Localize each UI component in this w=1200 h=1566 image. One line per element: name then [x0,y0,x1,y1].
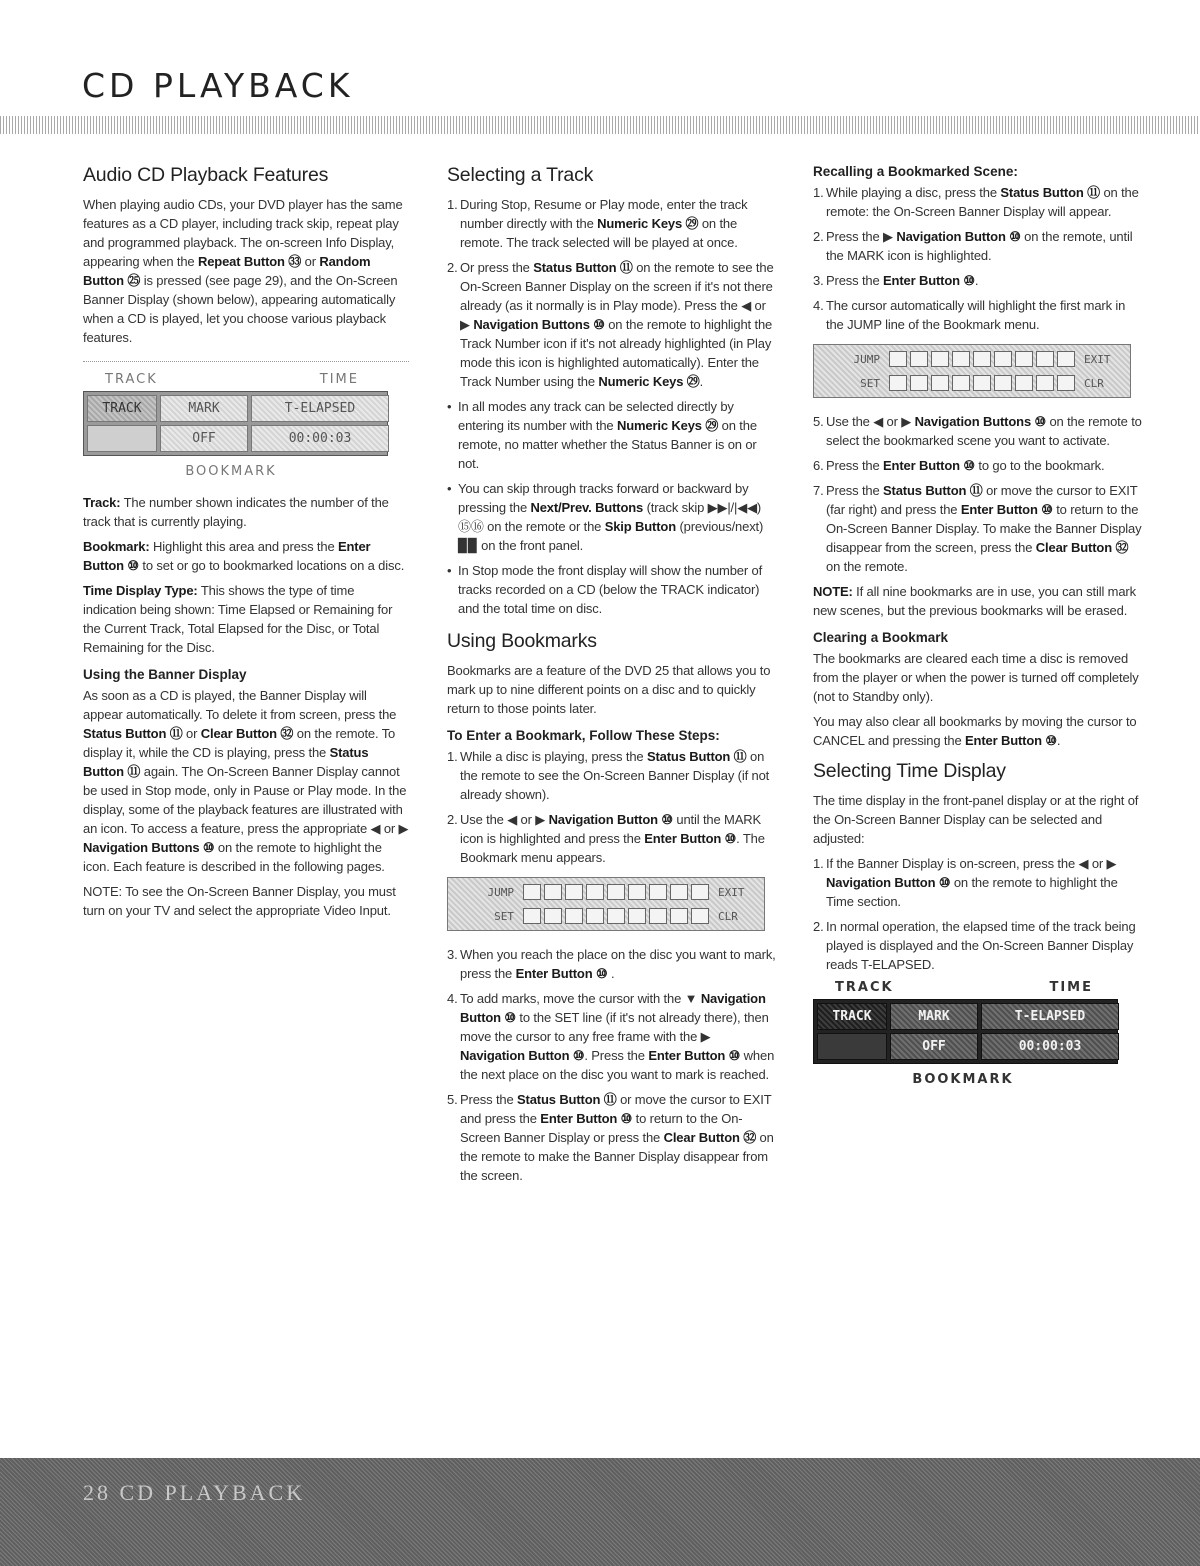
recall-steps-a [813,183,1143,334]
list-item-text-run: . Press the [584,1048,649,1063]
list-item [447,195,777,252]
list-item-text-run: . [974,273,979,288]
strip2-label-jump: JUMP [853,352,880,366]
banner-cell-time-type: T-ELAPSED [251,395,389,422]
divider [83,361,409,362]
list-item-number: 4. [813,298,824,313]
list-item [447,945,777,983]
list-item-text-run: on the remote. [826,559,908,574]
list-item-text-run: Navigation Button ⑩ [460,991,766,1025]
list-item [813,227,1143,265]
bullet-text-run: Next/Prev. Buttons [530,500,644,515]
title-rule [0,116,1200,134]
banner-paragraph-run: or [182,726,201,741]
bullet-item [447,479,777,555]
page-title: CD PLAYBACK [82,66,354,105]
list-item [447,1090,777,1185]
strip2-label-clr: CLR [1084,376,1104,390]
bookmark-definition-run: Enter Button ⑩ [83,539,371,573]
bookmark-definition-run: Bookmark: [83,539,150,554]
list-item-text-run: on the remote to highlight the Time section. [826,875,1118,909]
list-item-text-run: to the SET line (if it's not already there), then move the cursor to any free frame with the ▶ [460,1010,769,1044]
banner-cell-time-value: 00:00:03 [251,425,389,452]
list-item-text-run: While a disc is playing, press the [460,749,647,764]
banner-paragraph-run: on the remote to highlight the icon. Each feature is described in the following pages. [83,840,385,874]
list-item [813,412,1143,450]
list-item-text-run: If the Banner Display is on-screen, press the ◀ or ▶ [826,856,1117,871]
bullet-text-run: Numeric Keys ㉙ [616,418,719,433]
list-item-text-run: Enter Button ⑩ [883,273,975,288]
banner2-label-track: TRACK [835,980,894,995]
list-item-text-run: until the MARK icon is highlighted and press the [460,812,761,846]
note-paragraph: NOTE: To see the On-Screen Banner Display, you must turn on your TV and select the appropriate Video Input. [83,884,396,918]
strip-label-set: SET [494,909,514,923]
time-display-definition-run: Time Display Type: [83,583,198,598]
list-item-number: 2. [813,229,824,244]
list-item-text [460,989,777,1084]
list-item-text [460,945,777,983]
bullet-dot: • [447,563,452,578]
list-item-text-run: Press the [826,273,884,288]
bullet-text-run: (track skip ▶▶|/|◀◀) ⑮⑯ on the remote or the [458,500,762,534]
time-steps [813,854,1143,974]
heading-selecting-track: Selecting a Track [447,164,594,186]
bookmark-menu-figure-2 [813,344,1131,398]
intro-paragraph-run: Random Button ㉕ [83,254,371,288]
list-item-text [826,481,1143,576]
list-item-text-run: Enter Button ⑩ [644,831,737,846]
list-item-text-run: when the next place on the disc you want to mark is reached. [460,1048,775,1082]
bookmark-definition-run: Highlight this area and press the [149,539,338,554]
list-item-text-run: Status Button ⑪ [646,749,747,764]
list-item-text-run: Navigation Button ⑩ [896,229,1021,244]
list-item-text-run: During Stop, Resume or Play mode, enter the track number directly with the [460,197,748,231]
banner2-cell-time-type: T-ELAPSED [981,1003,1119,1030]
clear-text-1: The bookmarks are cleared each time a disc is removed from the player or when the power is turned off completely (not to Standby only). [813,651,1139,704]
list-item-text [460,195,777,252]
list-item-text-run: Navigation Button ⑩ [548,812,673,827]
list-item-text-run: Navigation Buttons ⑩ [473,317,605,332]
banner2-label-bookmark: BOOKMARK [912,1072,1014,1087]
bullet-text-run: In all modes any track can be selected directly by entering its number with the [458,399,734,433]
list-item-text-run: or move the cursor to EXIT and press the [460,1092,772,1126]
list-item-text-run: on the remote to highlight the Track Number icon if it's not already highlighted (in Play mode this icon is highlighted automatically). Enter the Track Number using the [460,317,773,389]
list-item-text-run: Press the ▶ [826,229,897,244]
bookmark-note-run: If all nine bookmarks are in use, you can still mark new scenes, but the previous bookmarks will be erased. [813,584,1136,618]
clear-text-2-run: . [1056,733,1061,748]
banner-display-figure-dark [813,980,1143,1087]
list-item-number: 2. [813,919,824,934]
banner-cell-mark: MARK [160,395,248,422]
list-item-text-run: Enter Button ⑩ [515,966,608,981]
list-item-text-run: to return to the On-Screen Banner Display or press the [460,1111,743,1145]
banner-label-bookmark: BOOKMARK [185,464,277,479]
column-left [83,164,409,926]
heading-clearing-bookmark: Clearing a Bookmark [813,630,949,645]
list-item-number: 6. [813,458,824,473]
bookmark-note [813,582,1143,620]
banner-cell-track: TRACK [87,395,157,422]
bookmark-note-run: NOTE: [813,584,853,599]
heading-recalling-bookmark: Recalling a Bookmarked Scene: [813,164,1018,179]
banner-label-track: TRACK [105,372,158,387]
column-middle [447,164,777,1191]
intro-paragraph [83,195,409,347]
list-item [447,747,777,804]
list-item-text [460,747,777,804]
enter-steps-b [447,945,777,1185]
list-item-text-run: on the remote to see the On-Screen Banner Display (if not already shown). [460,749,770,802]
bullet-text [458,479,777,555]
banner-paragraph [83,686,409,876]
heading-using-banner: Using the Banner Display [83,667,247,682]
list-item [813,183,1143,221]
list-item [813,271,1143,290]
track-steps [447,195,777,391]
list-item [813,854,1143,911]
banner2-cell-blank [817,1033,887,1060]
list-item-text-run: on the remote to make the Banner Display disappear from the screen. [460,1130,774,1183]
list-item-text-run: . [699,374,704,389]
list-item-text-run: or move the cursor to EXIT (far right) and press the [826,483,1138,517]
list-item-text [826,227,1143,265]
intro-paragraph-run: When playing audio CDs, your DVD player has the same features as a CD player, including track skip, repeat play and programmed playback. The on-screen Info Display, appearing when the [83,197,403,269]
clear-text-2-run: You may also clear all bookmarks by moving the cursor to CANCEL and pressing the [813,714,1137,748]
heading-using-bookmarks: Using Bookmarks [447,630,597,652]
list-item-text-run: Enter Button ⑩ [960,502,1053,517]
list-item-text-run: To add marks, move the cursor with the ▼ [460,991,701,1006]
list-item-number: 3. [447,947,458,962]
strip-label-clr: CLR [718,909,738,923]
list-item-text [460,258,777,391]
list-item-text-run: Navigation Button ⑩ [460,1048,585,1063]
footer-band [0,1458,1200,1566]
list-item-number: 2. [447,260,458,275]
heading-selecting-time: Selecting Time Display [813,760,1006,782]
list-item-number: 5. [447,1092,458,1107]
list-item-text-run: on the remote to see the On-Screen Banner Display on the screen if it's not there already (as it normally is in Play mode). Press the ◀ or ▶ [460,260,774,332]
heading-audio-cd-features: Audio CD Playback Features [83,164,329,186]
list-item-number: 7. [813,483,824,498]
list-item-text-run: Status Button ⑪ [1000,185,1100,200]
list-item-text-run: Press the [460,1092,518,1107]
bullet-dot: • [447,399,452,414]
bullet-text-run: (previous/next) ▉▉ on the front panel. [458,519,764,553]
banner-paragraph-run: again. The On-Screen Banner Display cannot be used in Stop mode, only in Pause or Play mode. In the display, some of the playback features are illustrated with an icon. To access a feature, press the appropriate ◀ or ▶ [83,764,409,836]
list-item-text-run: Use the ◀ or ▶ [460,812,549,827]
list-item [813,481,1143,576]
list-item [447,258,777,391]
list-item-text-run: Status Button ⑪ [883,483,983,498]
bullet-text-run: on the remote, no matter whether the Status Banner is on or not. [458,418,757,471]
list-item-text-run: Numeric Keys ㉙ [597,216,699,231]
list-item-number: 3. [813,273,824,288]
banner2-cell-mark: MARK [890,1003,978,1030]
intro-paragraph-run: or [301,254,320,269]
list-item-text [826,296,1143,334]
banner-paragraph-run: Clear Button ㉜ [200,726,294,741]
list-item-number: 4. [447,991,458,1006]
banner2-cell-track: TRACK [817,1003,887,1030]
list-item-text-run: on the remote to select the bookmarked scene you want to activate. [826,414,1142,448]
banner-paragraph-run: As soon as a CD is played, the Banner Display will appear automatically. To delete it from screen, press the [83,688,397,722]
bullet-item [447,397,777,473]
bullet-text [458,561,777,618]
list-item-text-run: on the remote: the On-Screen Banner Display will appear. [826,185,1139,219]
track-definition-run: The number shown indicates the number of the track that is currently playing. [83,495,389,529]
list-item [813,917,1143,974]
list-item-text-run: Clear Button ㉜ [1035,540,1129,555]
list-item-text-run: to go to the bookmark. [974,458,1105,473]
banner-paragraph-run: on the remote. To display it, while the CD is playing, press the [83,726,396,760]
time-display-definition-run: This shows the type of time indication being shown: Time Elapsed or Remaining for the Current Track, Total Elapsed for the Disc, or Total Remaining for the Disc. [83,583,393,655]
list-item-text-run: Navigation Button ⑩ [826,875,951,890]
bullet-text-run: You can skip through tracks forward or backward by pressing the [458,481,749,515]
banner-paragraph-run: Status Button ⑪ [83,745,369,779]
list-item [813,296,1143,334]
strip2-label-set: SET [860,376,880,390]
list-item-text [460,810,777,867]
list-item-text [826,183,1143,221]
list-item-text-run: . The Bookmark menu appears. [460,831,765,865]
time-display-definition [83,581,409,657]
footer-page-label: 28 CD PLAYBACK [83,1480,306,1505]
column-right [813,164,1143,1101]
heading-enter-bookmark: To Enter a Bookmark, Follow These Steps: [447,728,720,743]
list-item-text-run: to return to the On-Screen Banner Display. To make the Banner Display disappear from the screen, press the [826,502,1142,555]
banner-display-figure [83,372,409,479]
bullet-text-run: Skip Button [604,519,676,534]
bullet-text [458,397,777,473]
list-item-text-run: Press the [826,483,884,498]
list-item [813,456,1143,475]
banner2-label-time: TIME [1049,980,1093,995]
time-intro: The time display in the front-panel display or at the right of the On-Screen Banner Display can be selected and adjusted: [813,793,1139,846]
enter-steps-a [447,747,777,867]
list-item-text-run: Navigation Buttons ⑩ [914,414,1046,429]
bullet-text-run: In Stop mode the front display will show the number of tracks recorded on a CD (below the TRACK indicator) and the total time on disc. [458,563,763,616]
list-item-text-run: Status Button ⑪ [517,1092,617,1107]
bookmark-definition-run: to set or go to bookmarked locations on a disc. [138,558,405,573]
list-item-number: 2. [447,812,458,827]
list-item-text-run: When you reach the place on the disc you want to mark, press the [460,947,776,981]
strip2-label-exit: EXIT [1084,352,1111,366]
list-item-number: 1. [447,749,458,764]
banner-paragraph-run: Navigation Buttons ⑩ [83,840,215,855]
list-item [447,810,777,867]
bookmarks-intro: Bookmarks are a feature of the DVD 25 that allows you to mark up to nine different points on a disc and to quickly return to those points later. [447,663,771,716]
list-item-text-run: on the remote, until the MARK icon is highlighted. [826,229,1133,263]
list-item-number: 5. [813,414,824,429]
banner2-cell-time-value: 00:00:03 [981,1033,1119,1060]
list-item-text-run: While playing a disc, press the [826,185,1001,200]
list-item-text-run: Or press the [460,260,534,275]
banner-cell-blank [87,425,157,452]
list-item-text [826,917,1143,974]
list-item-text-run: Enter Button ⑩ [883,458,975,473]
track-definition [83,493,409,531]
list-item-text-run: The cursor automatically will highlight the first mark in the JUMP line of the Bookmark menu. [826,298,1126,332]
list-item-text [460,1090,777,1185]
banner2-cell-off: OFF [890,1033,978,1060]
bullet-item [447,561,777,618]
list-item-number: 1. [447,197,458,212]
list-item-text-run: Use the ◀ or ▶ [826,414,915,429]
list-item-text-run: Enter Button ⑩ [648,1048,741,1063]
track-definition-run: Track: [83,495,121,510]
list-item-text-run: Enter Button ⑩ [540,1111,633,1126]
banner-cell-off: OFF [160,425,248,452]
list-item-number: 1. [813,185,824,200]
list-item-text [826,854,1143,911]
list-item [447,989,777,1084]
list-item-text [826,412,1143,450]
list-item-text-run: on the remote. The track selected will be played at once. [460,216,738,250]
clear-text-2-run: Enter Button ⑩ [965,733,1057,748]
bookmark-menu-figure [447,877,765,931]
list-item-text [826,271,1143,290]
banner-paragraph-run: Status Button ⑪ [83,726,183,741]
list-item-text-run: Press the [826,458,884,473]
banner-label-time: TIME [319,372,359,387]
list-item-text-run: Clear Button ㉜ [663,1130,757,1145]
list-item-number: 1. [813,856,824,871]
intro-paragraph-run: Repeat Button ㉝ [197,254,302,269]
strip-label-exit: EXIT [718,885,745,899]
list-item-text-run: . [607,966,615,981]
list-item-text-run: Numeric Keys ㉙ [598,374,700,389]
bullet-dot: • [447,481,452,496]
list-item-text-run: In normal operation, the elapsed time of the track being played is displayed and the On-Screen Banner Display reads T-ELAPSED. [826,919,1136,972]
list-item-text [826,456,1143,475]
intro-paragraph-run: is pressed (see page 29), and the On-Screen Banner Display (shown below), appearing automatically when a CD is played, let you choose various playback features. [83,273,398,345]
strip-label-jump: JUMP [487,885,514,899]
recall-steps-b [813,412,1143,576]
clear-text-2 [813,712,1143,750]
list-item-text-run: Status Button ⑪ [533,260,633,275]
bookmark-definition [83,537,409,575]
track-bullets [447,397,777,618]
